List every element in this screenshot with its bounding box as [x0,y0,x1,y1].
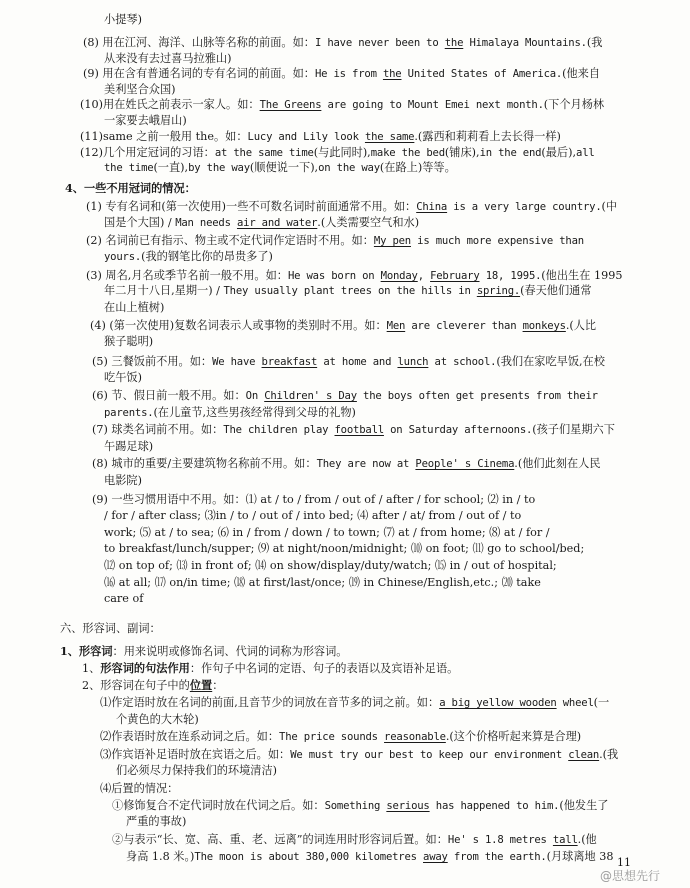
english-text: is a very large country. [447,201,602,213]
text-line [100,695,609,712]
chinese-text: 从来没有去过喜马拉雅山) [104,52,232,65]
text-line [104,283,592,300]
english-text: yours. [104,251,142,263]
underlined-term: 位置 [189,678,213,692]
chinese-text: .(我 [599,748,619,761]
text-line [92,422,615,439]
text-line [65,180,196,198]
chinese-text: ⑿ on top of; ⒀ in front of; ⒁ on show/display/duty/watch; ⒂ in / out of hospital; [104,559,557,572]
chinese-text: (最后), [541,146,577,159]
text-line [80,97,604,114]
underlined-term: Men [386,320,406,332]
text-line [104,215,419,232]
chinese-text: 电影院) [104,474,142,487]
english-text: Lucy and Lily look [247,131,365,143]
english-text: He' s 1.8 metres [447,834,553,846]
english-text: Himalaya Mountains. [463,37,587,49]
text-line [100,781,178,798]
chinese-text: ：用来说明或修饰名词、代词的词称为形容词。 [112,645,348,658]
chinese-text: (我 [586,36,603,49]
text-line [83,66,600,83]
chinese-text: (顺便说一下), [249,161,319,174]
chinese-text: (8) 用在江河、海洋、山脉等名称的前面。如： [83,36,315,49]
text-line [104,300,164,317]
text-line [126,814,186,831]
chinese-text: ⑶作宾语补足语时放在宾语之后。如： [100,748,291,761]
underlined-term: People' s Cinema [415,458,515,470]
english-text: He was born on [287,270,381,282]
chinese-text: ： [212,679,224,692]
chinese-text: 严重的事故) [126,815,187,828]
chinese-text: (10)用在姓氏之前表示一家人。如： [80,98,260,111]
english-text: 18, 1995. [479,270,542,282]
english-text: United States of America. [401,68,563,80]
chinese-text: (1) 专有名词和(第一次使用)一些不可数名词时前面通常不用。如： [86,200,417,213]
text-line [112,798,608,815]
english-text: is much more expensive than [410,235,584,247]
chinese-text: ⑴作定语时放在名词的前面,且音节少的词放在音节多的词之前。如： [100,696,440,709]
english-text: are going to Mount Emei next month. [321,99,544,111]
underlined-term: breakfast [261,356,318,368]
underlined-term: clean [568,749,600,761]
english-text: by the way [188,162,250,174]
chinese-text: (3) 周名,月名或季节名前一般不用。如： [86,269,288,282]
text-line [116,712,199,729]
underlined-term: Children' s Day [264,390,357,402]
text-line [104,439,153,456]
underlined-term: serious [386,800,430,812]
text-line [82,660,458,678]
english-text: are cleverer than [405,320,523,332]
text-line [104,525,550,542]
underlined-term: tall [552,834,578,846]
english-text: Man needs [175,217,237,229]
chinese-text: (在儿童节,这些男孩经常得到父母的礼物) [153,406,356,419]
chinese-text: 猴子聪明) [104,335,154,348]
text-line [92,492,535,509]
chinese-text: / for / after class; ⑶in / to / out of / into bed; ⑷ after / at/ from / out of / to [104,509,522,522]
text-line [104,113,187,130]
chinese-text: ⒃ at all; ⒄ on/in time; ⒅ at first/last/once; ⒆ in Chinese/English,etc.; ⒇ take [104,576,541,589]
chinese-text: 个黄色的大木轮) [116,713,199,726]
chinese-text: (铺床), [444,146,480,159]
english-text: He is from [314,68,383,80]
english-text: the boys often get presents from their [356,390,598,402]
underlined-term: the same [364,131,415,143]
english-text: They are now at [316,458,416,470]
underlined-term: the [382,68,402,80]
english-text: We must try our best to keep our environment [290,749,569,761]
chinese-text: 吃午饭) [104,371,142,384]
chinese-text: (在路上)等等。 [379,161,456,174]
underlined-term: the [444,37,464,49]
english-text: We have [212,356,262,368]
text-line [92,456,601,473]
chinese-text: 身高 1.8 米。) [126,850,195,863]
english-text: in the end [479,147,542,159]
chinese-text: 2、形容词在句子中的 [82,679,190,692]
text-line [104,575,541,592]
chinese-text: work; ⑸ at / to sea; ⑹ in / from / down / to town; ⑺ at / from home; ⑻ at / for / [104,526,550,539]
english-text: from the earth. [447,851,547,863]
text-line [104,12,142,29]
chinese-text: (孩子们星期六下 [532,423,615,436]
english-text: On [245,390,265,402]
chinese-text: (下个月杨林 [543,98,605,111]
chinese-text: 美利坚合众国) [104,83,176,96]
underlined-term: football [334,424,384,436]
chinese-text: 午踢足球) [104,440,154,453]
underlined-term: My pen [373,235,411,247]
chinese-text: (月球离地 38 [546,850,614,863]
chinese-text: (2) 名词前已有指示、物主或不定代词作定语时不用。如： [86,234,374,247]
text-line [83,35,602,52]
chinese-text: 小提琴) [104,13,142,26]
chinese-text: ：作句子中名词的定语、句子的表语以及宾语补足语。 [189,662,459,675]
chinese-text: 六、形容词、副词： [60,622,161,635]
chinese-text: care of [104,592,144,605]
chinese-text: (他发生了 [559,799,609,812]
chinese-text: ①修饰复合不定代词时放在代词之后。如： [112,799,325,812]
chinese-text: ⑵作表语时放在连系动词之后。如： [100,730,280,743]
chinese-text: (他出生在 1995 [541,269,623,282]
text-line [100,747,618,764]
chinese-text: (8) 城市的重要/主要建筑物名称前不用。如： [92,457,317,470]
chinese-text: (与此同时), [313,146,371,159]
english-text: the time [104,162,154,174]
text-line [92,388,598,405]
chinese-text: 在山上植树) [104,301,165,314]
chinese-text: (5) 三餐饭前不用。如： [92,355,213,368]
text-line [104,249,273,266]
text-line [100,729,581,746]
english-text: all [576,147,595,159]
english-text: on the way [318,162,380,174]
page-number: 11 [617,856,631,869]
chinese-text: 们必须尽力保持我们的环境清洁) [116,764,277,777]
english-text: I have never been to [314,37,445,49]
text-line [104,334,153,351]
chinese-text: ⑷后置的情况： [100,782,179,795]
text-line [104,558,557,575]
underlined-term: spring. [476,285,521,297]
english-text: at the same time [214,147,314,159]
english-text: , [417,270,431,282]
text-line [80,129,561,146]
text-line [104,473,142,490]
chinese-text: 年二月十八日,星期一) / [104,284,224,297]
underlined-term: air and water [236,217,318,229]
chinese-text: (中 [601,200,618,213]
chinese-text: (我的钢笔比你的昂贵多了) [141,250,273,263]
underlined-term: February [430,270,480,282]
chinese-text: (一直), [153,161,189,174]
text-line [104,405,356,422]
english-text: wheel [556,697,594,709]
underlined-term: The Greens [259,99,322,111]
chinese-text: .(这个价格听起来算是合理) [445,730,582,743]
underlined-term: lunch [397,356,429,368]
underlined-term: Monday [380,270,418,282]
text-line [104,370,142,387]
chinese-text: .(人比 [565,319,597,332]
chinese-text: ②与表示“长、宽、高、重、老、远离”的词连用时形容词后置。如： [112,833,448,846]
chinese-text: (9) 一些习惯用语中不用。如：⑴ at / to / from / out of / after / for school; ⑵ in / to [92,493,536,506]
chinese-text: (6) 节、假日前一般不用。如： [92,389,246,402]
chinese-text: (9) 用在含有普通名词的专有名词的前面。如： [83,67,315,80]
chinese-text: .(他 [577,833,597,846]
text-line [112,832,597,849]
underlined-term: China [416,201,448,213]
chinese-text: 国是个大国) / [104,216,176,229]
chinese-text: (我们在家吃早饭,在校 [496,355,605,368]
english-text: at school. [428,356,497,368]
underlined-term: monkeys [522,320,566,332]
text-line [60,621,161,638]
english-text: on Saturday afternoons. [383,424,533,436]
text-line [86,199,617,216]
chinese-text: (春天他们通常 [520,284,592,297]
chinese-text: (一 [593,696,610,709]
english-text: at home and [317,356,398,368]
chinese-text: 一家要去峨眉山) [104,114,187,127]
chinese-text: 1、 [82,662,101,675]
text-line [60,643,348,661]
english-text: has happened to him. [429,800,560,812]
chinese-text: (11)same 之前一般用 the。如： [80,130,248,143]
english-text: Something [324,800,387,812]
chinese-text: (他来自 [562,67,601,80]
watermark-text: @思想先行 [600,869,661,883]
text-line [116,763,277,780]
text-line [92,354,605,371]
chinese-text: 形容词的句法作用 [100,661,190,675]
english-text: The children play [223,424,335,436]
text-line [90,318,596,335]
chinese-text: .(人类需要空气和水) [317,216,420,229]
chinese-text: 1、形容词 [60,644,113,658]
underlined-term: a big yellow wooden [439,697,557,709]
text-line [104,541,584,558]
english-text: parents. [104,407,154,419]
english-text: make the bed [370,147,445,159]
underlined-term: reasonable [384,731,446,743]
underlined-term: away [423,851,448,863]
text-line [126,849,614,866]
text-line [104,591,143,608]
english-text: The price sounds [279,731,385,743]
chinese-text: .(露西和莉莉看上去长得一样) [414,130,561,143]
chinese-text: 4、一些不用冠词的情况： [65,181,196,195]
chinese-text: (4) (第一次使用)复数名词表示人或事物的类别时不用。如： [90,319,387,332]
english-text: They usually plant trees on the hills in [223,285,477,297]
chinese-text: to breakfast/lunch/supper; ⑼ at night/noon/midnight; ⑽ on foot; ⑾ go to school/bed; [104,542,585,555]
chinese-text: (7) 球类名词前不用。如： [92,423,224,436]
text-line [82,677,223,695]
chinese-text: .(他们此刻在人民 [514,457,601,470]
english-text: The moon is about 380,000 kilometres [194,851,424,863]
text-line [104,508,521,525]
text-line [86,233,584,250]
chinese-text: (12)几个用定冠词的习语： [80,146,215,159]
text-line [104,160,456,177]
